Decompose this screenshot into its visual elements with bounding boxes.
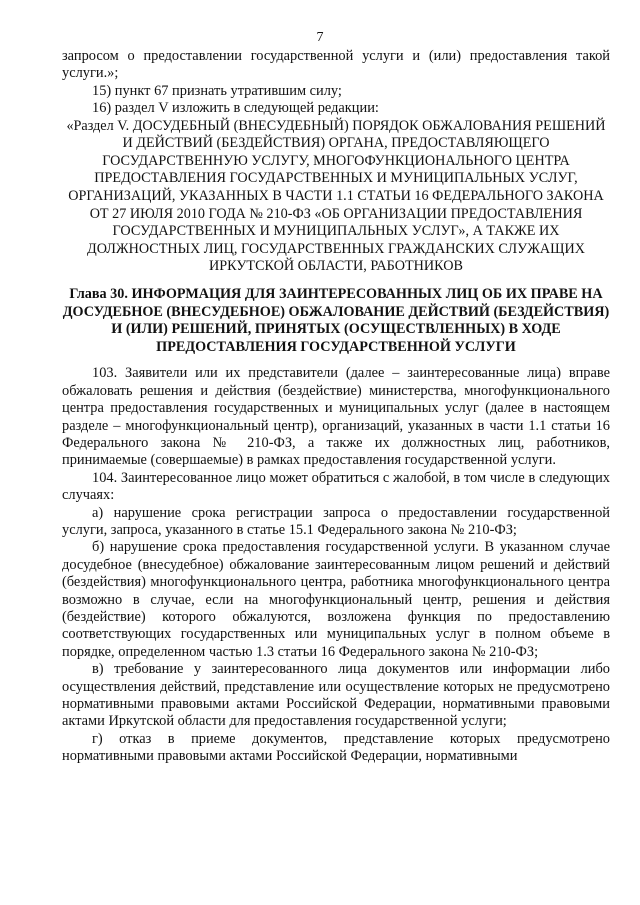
paragraph-104-a: а) нарушение срока регистрации запроса о предоставлении государственной услуги, запроса, указанного в статье 15.1 Федерального закона № 210-ФЗ;: [62, 504, 610, 538]
paragraph-104-g: г) отказ в приеме документов, представление которых предусмотрено нормативными правовыми актами Российской Федерации, нормативными: [62, 730, 610, 765]
document-body: [62, 48, 610, 766]
paragraph-104-v: в) требование у заинтересованного лица документов или информации либо осуществления действий, представление или осуществление которых не предусмотрено нормативными правовыми актами Российской Федерации, нормативными правовыми актами Иркутской области для предоставления государственной услуги;: [62, 661, 610, 730]
paragraph-104-b: б) нарушение срока предоставления государственной услуги. В указанном случае досудебное (внесудебное) обжалование заинтересованным лицом решений и действий (бездействия) многофункционального центра, работника многофункционального центра возможно в случае, если на многофункциональный центр, решения и действия (бездействие) которого обжалуются, возложена функция по предоставлению соответствующих государственных или муниципальных услуг в полном объеме в порядке, определенном частью 1.3 статьи 16 Федерального закона № 210-ФЗ;: [62, 539, 610, 660]
paragraph-104: 104. Заинтересованное лицо может обратиться с жалобой, в том числе в следующих случаях:: [62, 469, 610, 504]
page-number: 7: [316, 30, 324, 45]
paragraph-item-15: 15) пункт 67 признать утратившим силу;: [92, 82, 342, 99]
section-heading: «Раздел V. ДОСУДЕБНЫЙ (ВНЕСУДЕБНЫЙ) ПОРЯДОК ОБЖАЛОВАНИЯ РЕШЕНИЙ И ДЕЙСТВИЙ (БЕЗДЕЙСТВИЯ) ОРГАНА, ПРЕДОСТАВЛЯЮЩЕГО ГОСУДАРСТВЕННУЮ УСЛУГУ, МНОГОФУНКЦИОНАЛЬНОГО ЦЕНТРА ПРЕДОСТАВЛЕНИЯ ГОСУДАРСТВЕННЫХ И МУНИЦИПАЛЬНЫХ УСЛУГ, ОРГАНИЗАЦИЙ, УКАЗАННЫХ В ЧАСТИ 1.1 СТАТЬИ 16 ФЕДЕРАЛЬНОГО ЗАКОНА ОТ 27 ИЮЛЯ 2010 ГОДА № 210-ФЗ «ОБ ОРГАНИЗАЦИИ ПРЕДОСТАВЛЕНИЯ ГОСУДАРСТВЕННЫХ И МУНИЦИПАЛЬНЫХ УСЛУГ», А ТАКЖЕ ИХ ДОЛЖНОСТНЫХ ЛИЦ, ГОСУДАРСТВЕННЫХ ГРАЖДАНСКИХ СЛУЖАЩИХ ИРКУТСКОЙ ОБЛАСТИ, РАБОТНИКОВ: [66, 117, 606, 275]
paragraph-continuation: запросом о предоставлении государственной услуги и (или) предоставления такой услуги.»;: [62, 48, 610, 82]
paragraph-103: 103. Заявители или их представители (далее – заинтересованные лица) вправе обжаловать решения и действия (бездействие) министерства, многофункционального центра предоставления государственных и муниципальных услуг (далее в настоящем разделе – многофункциональный центр), организаций, указанных в части 1.1 статьи 16 Федерального закона № 210-ФЗ, а также их должностных лиц, работников, принимаемые (совершаемые) в рамках предоставления государственной услуги.: [62, 365, 610, 469]
chapter-heading: Глава 30. ИНФОРМАЦИЯ ДЛЯ ЗАИНТЕРЕСОВАННЫХ ЛИЦ ОБ ИХ ПРАВЕ НА ДОСУДЕБНОЕ (ВНЕСУДЕБНОЕ) ОБЖАЛОВАНИЕ ДЕЙСТВИЙ (БЕЗДЕЙСТВИЯ) И (ИЛИ) РЕШЕНИЙ, ПРИНЯТЫХ (ОСУЩЕСТВЛЕННЫХ) В ХОДЕ ПРЕДОСТАВЛЕНИЯ ГОСУДАРСТВЕННОЙ УСЛУГИ: [62, 285, 610, 355]
paragraph-item-16: 16) раздел V изложить в следующей редакции:: [92, 100, 379, 117]
